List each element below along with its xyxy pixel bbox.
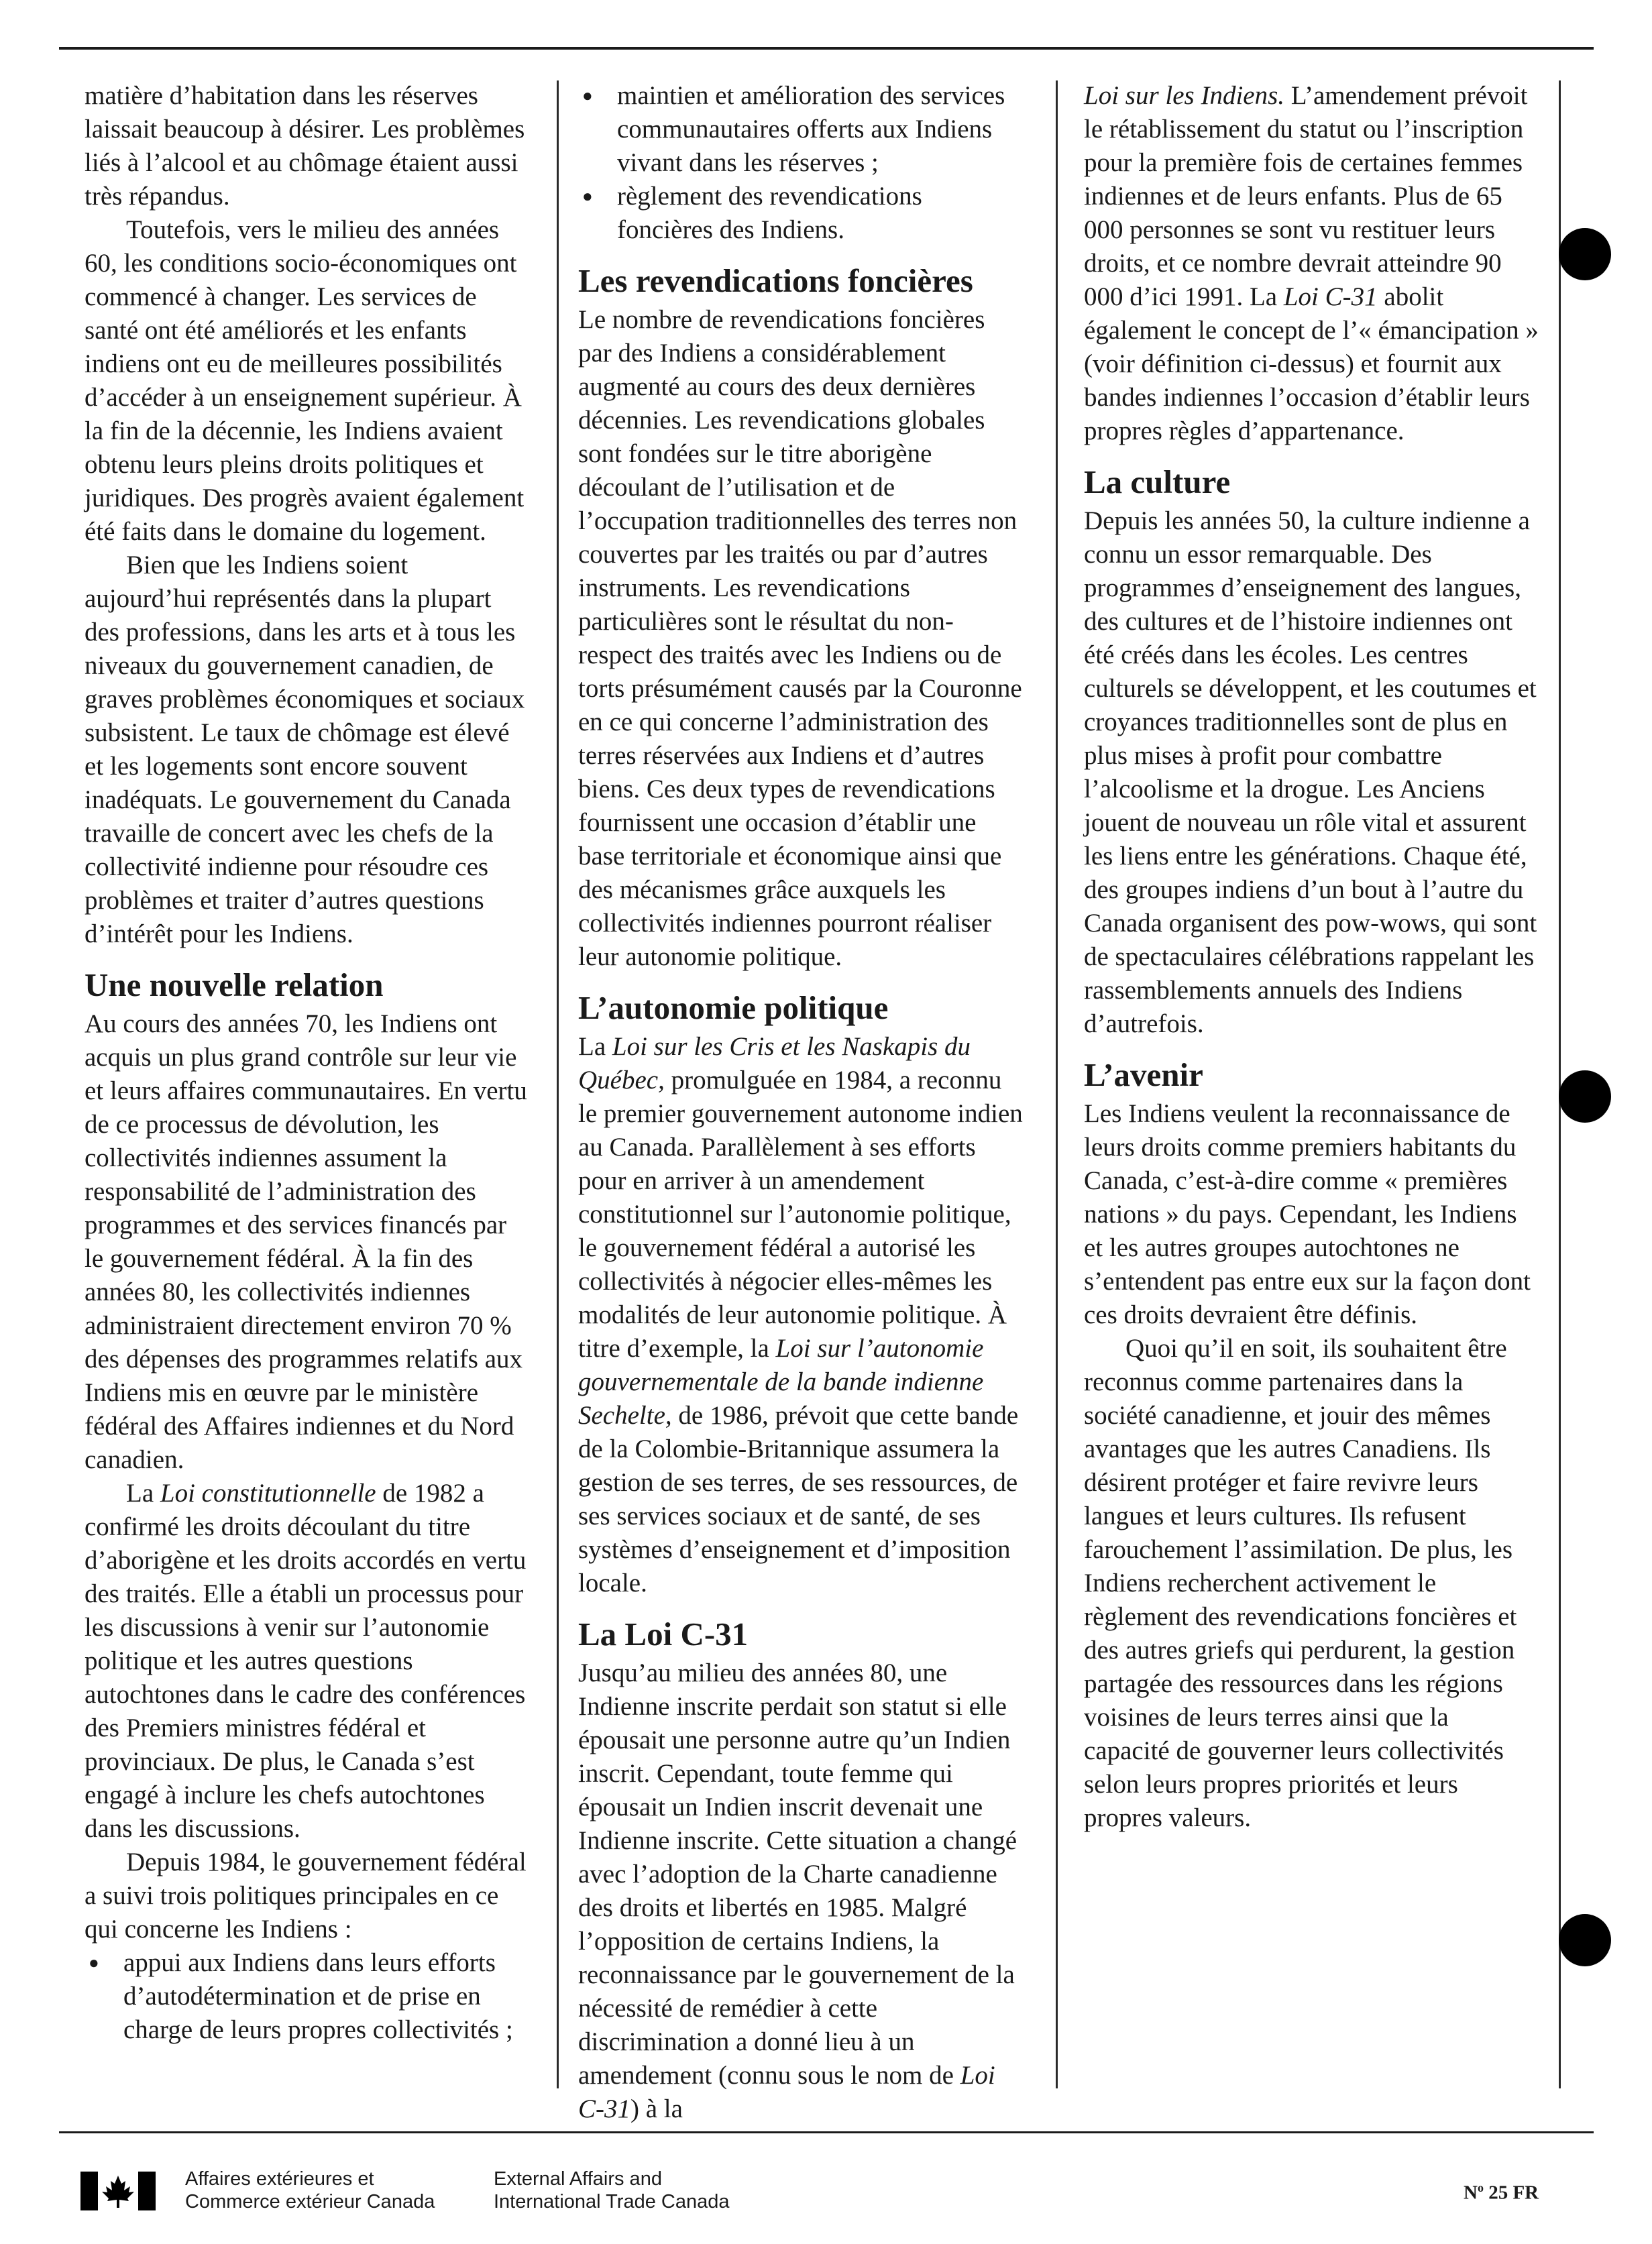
law-title: Loi sur les Indiens. xyxy=(1084,81,1285,110)
section-heading-nouvelle-relation: Une nouvelle relation xyxy=(85,966,384,1003)
punch-hole xyxy=(1559,228,1611,280)
text-run: ) à la xyxy=(630,2094,683,2123)
page-number-prefix: N xyxy=(1464,2182,1478,2204)
law-title: Loi C-31 xyxy=(1283,282,1378,311)
law-title: Loi sur les Cris et les Naskapis du Québec, xyxy=(578,1032,971,1095)
section-heading-avenir: L’avenir xyxy=(1084,1056,1203,1093)
law-title: Loi C-31 xyxy=(578,2061,995,2123)
page-number-value: 25 FR xyxy=(1483,2182,1539,2204)
section-heading-revendications: Les revendications foncières xyxy=(578,262,973,299)
paragraph xyxy=(85,1477,529,1846)
paragraph: Au cours des années 70, les Indiens ont acquis un plus grand contrôle sur leur vie et leurs affaires communautaires. En vertu de ce processus de dévolution, les collectivités indiennes assument la responsabilité de l’administration des programmes et des services financés par le gouvernement fédéral. À la fin des années 80, les collectivités indiennes administraient directement environ 70 % des dépenses des programmes relatifs aux Indiens mis en œuvre par le ministère fédéral des Affaires indiennes et du Nord canadien. xyxy=(85,1009,527,1474)
text-run: La xyxy=(578,1032,612,1061)
column-right xyxy=(1084,79,1540,1835)
paragraph: Depuis les années 50, la culture indienne a connu un essor remarquable. Des programmes d’enseignement des langues, des cultures et de l’histoire indiennes ont été créés dans les écoles. Les centres culturels se développent, et les coutumes et croyances traditionnelles sont de plus en plus mises à profit pour combattre l’alcoolisme et la drogue. Les Anciens jouent de nouveau un rôle vital et assurent les liens entre les générations. Chaque été, des groupes indiens d’un bout à l’autre du Canada organisent des pow-wows, qui sont de spectaculaires célébrations rappelant les rassemblements annuels des Indiens d’autrefois. xyxy=(1084,506,1537,1038)
text-run: Jusqu’au milieu des années 80, une Indienne inscrite perdait son statut si elle épousait une personne autre qu’un Indien inscrit. Cependant, toute femme qui épousait un Indien inscrit devenait une Indienne inscrite. Cette situation a changé avec l’adoption de la Charte canadienne des droits et libertés en 1985. Malgré l’opposition de certains Indiens, la reconnaissance par le gouvernement de la nécessité de remédier à cette discrimination a donné lieu à un amendement (connu sous le nom de xyxy=(578,1659,1017,2090)
footer-line: Commerce extérieur Canada xyxy=(185,2191,435,2212)
page-number xyxy=(1464,2181,1539,2204)
footer-line: Affaires extérieures et xyxy=(185,2168,374,2190)
column-divider xyxy=(1559,80,1561,2088)
bottom-rule xyxy=(59,2131,1594,2133)
footer-line: International Trade Canada xyxy=(494,2191,730,2212)
text-run: de 1986, prévoit que cette bande de la Colombie-Britannique assumera la gestion de ses terres, de ses ressources, de ses services sociaux et de santé, de ses systèmes d’enseignement et d’imposition locale. xyxy=(578,1401,1019,1597)
section-heading-culture: La culture xyxy=(1084,463,1231,500)
paragraph xyxy=(578,1030,1024,1600)
paragraph: matière d’habitation dans les réserves laissait beaucoup à désirer. Les problèmes liés à l’alcool et au chômage étaient aussi très répandus. xyxy=(85,81,525,211)
list-item: ● appui aux Indiens dans leurs efforts d’autodétermination et de prise en charge de leurs propres collectivités ; xyxy=(85,1946,529,2047)
column-left xyxy=(85,79,529,2047)
column-divider xyxy=(557,80,559,2088)
policy-list-continued xyxy=(578,79,1024,247)
top-rule xyxy=(59,47,1594,50)
canada-flag-icon xyxy=(80,2172,156,2210)
column-middle xyxy=(578,79,1024,2126)
text-run: de 1982 a confirmé les droits découlant du titre d’aborigène et les droits accordés en vertu des traités. Elle a établi un processus pour les discussions à venir sur l’autonomie politique et les autres questions autochtones dans le cadre des conférences des Premiers ministres fédéral et provinciaux. De plus, le Canada s’est engagé à inclure les chefs autochtones dans les discussions. xyxy=(85,1479,527,1843)
section-heading-loi-c31: La Loi C-31 xyxy=(578,1616,749,1652)
paragraph: Depuis 1984, le gouvernement fédéral a suivi trois politiques principales en ce qui concerne les Indiens : xyxy=(85,1848,527,1944)
paragraph: Quoi qu’il en soit, ils souhaitent être reconnus comme partenaires dans la société canadienne, et jouir des mêmes avantages que les autres Canadiens. Ils désirent protéger et faire revivre leurs langues et leurs cultures. Ils refusent farouchement l’assimilation. De plus, les Indiens recherchent activement le règlement des revendications foncières et des autres griefs qui perdurent, la gestion partagée des ressources dans les régions voisines de leurs terres ainsi que la capacité de gouverner leurs collectivités selon leurs propres priorités et leurs propres valeurs. xyxy=(1084,1334,1517,1832)
paragraph: Bien que les Indiens soient aujourd’hui représentés dans la plupart des professions, dans les arts et à tous les niveaux du gouvernement canadien, de graves problèmes économiques et sociaux subsistent. Le taux de chômage est élevé et les logements sont encore souvent inadéquats. Le gouvernement du Canada travaille de concert avec les chefs de la collectivité indienne pour résoudre ces problèmes et traiter d’autres questions d’intérêt pour les Indiens. xyxy=(85,551,525,948)
paragraph: Le nombre de revendications foncières par des Indiens a considérablement augmenté au cours des deux dernières décennies. Les revendications globales sont fondées sur le titre aborigène découlant de l’utilisation et de l’occupation traditionnelles des terres non couvertes par les traités ou par d’autres instruments. Les revendications particulières sont le résultat du non-respect des traités avec les Indiens ou de torts présumément causés par la Couronne en ce qui concerne l’administration des terres réservées aux Indiens et d’autres biens. Ces deux types de revendications fournissent une occasion d’établir une base territoriale et économique ainsi que des mécanismes grâce auxquels les collectivités indiennes pourront réaliser leur autonomie politique. xyxy=(578,305,1022,971)
punch-hole xyxy=(1559,1070,1611,1123)
footer-department-en xyxy=(494,2168,729,2213)
page-number-superscript: o xyxy=(1477,2181,1484,2194)
paragraph xyxy=(578,1657,1024,2126)
paragraph xyxy=(1084,79,1540,448)
policy-list xyxy=(85,1946,529,2047)
section-heading-autonomie: L’autonomie politique xyxy=(578,989,889,1026)
punch-hole xyxy=(1559,1914,1611,1966)
text-run: abolit également le concept de l’« émancipation » (voir définition ci-dessus) et fournit aux bandes indiennes l’occasion d’établir leurs propres règles d’appartenance. xyxy=(1084,282,1539,445)
column-divider xyxy=(1056,80,1058,2088)
paragraph: Toutefois, vers le milieu des années 60, les conditions socio-économiques ont commencé à changer. Les services de santé ont été améliorés et les enfants indiens ont eu de meilleures possibilités d’accéder à un enseignement supérieur. À la fin de la décennie, les Indiens avaient obtenu leurs pleins droits politiques et juridiques. Des progrès avaient également été faits dans le domaine du logement. xyxy=(85,215,525,546)
list-item: ● règlement des revendications foncières des Indiens. xyxy=(578,180,1024,247)
list-item: ● maintien et amélioration des services communautaires offerts aux Indiens vivant dans les réserves ; xyxy=(578,79,1024,180)
law-title: Loi constitutionnelle xyxy=(160,1479,376,1508)
text-run: promulguée en 1984, a reconnu le premier gouvernement autonome indien au Canada. Parallèlement à ses efforts pour en arriver à un amendement constitutionnel sur l’autonomie politique, le gouvernement fédéral a autorisé les collectivités à négocier elles-mêmes les modalités de leur autonomie politique. À titre d’exemple, la xyxy=(578,1066,1023,1363)
paragraph: Les Indiens veulent la reconnaissance de leurs droits comme premiers habitants du Canada, c’est-à-dire comme « premières nations » du pays. Cependant, les Indiens et les autres groupes autochtones ne s’entendent pas entre eux sur la façon dont ces droits devraient être définis. xyxy=(1084,1099,1531,1329)
text-run: La xyxy=(126,1479,160,1508)
footer-line: External Affairs and xyxy=(494,2168,662,2190)
footer-department-fr xyxy=(185,2168,435,2213)
law-title: Loi sur l’autonomie gouvernementale de la bande indienne Sechelte, xyxy=(578,1334,984,1430)
text-run: L’amendement prévoit le rétablissement du statut ou l’inscription pour la première fois de certaines femmes indiennes et de leurs enfants. Plus de 65 000 personnes se sont vu restituer leurs droits, et ce nombre devrait atteindre 90 000 d’ici 1991. La xyxy=(1084,81,1528,311)
